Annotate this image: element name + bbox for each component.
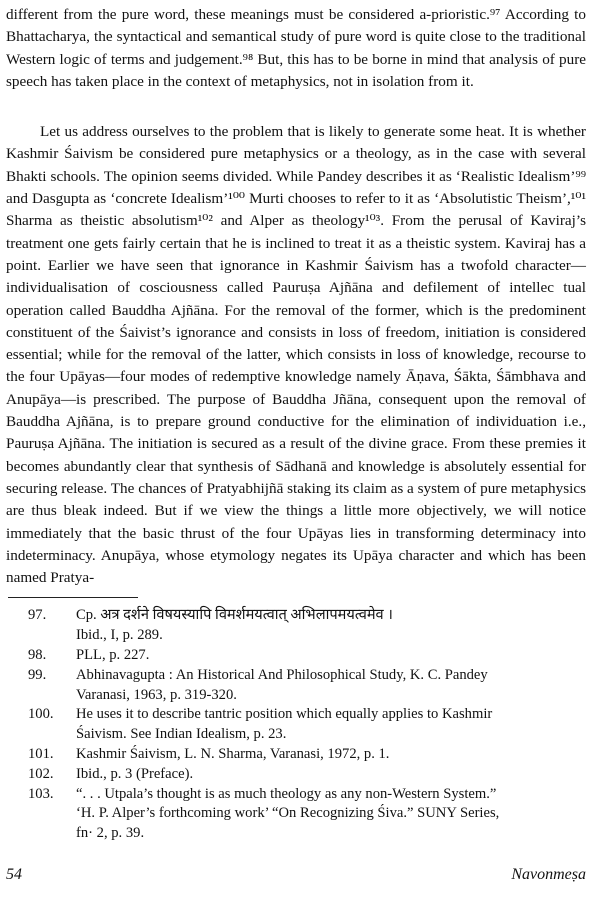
body-paragraph-2: Let us address ourselves to the problem that is likely to generate some heat. It is whether Kashmir Śaivism be considered pure metaphysics or a theology, as in the case with several Bhakti schools. The opinion seems divided. While Pandey describes it as ‘Realistic Idealism’⁹⁹ and Dasgupta as ‘concrete Idealism’¹⁰⁰ Murti chooses to refer to it as ‘Absolutistic Theism’,¹⁰¹ Sharma as theistic absolutism¹⁰² and Alper as theology¹⁰³. From the perusal of Kaviraj’s treatment one gets fairly certain that he is inclined to treat it as a theistic system. Kaviraj has a point. Earlier we have seen that ignorance in Kashmir Śaivism has a twofold character—individualisation of cosciousness called Pauruṣa Ajñāna and defilement of intellec tual operation called Bauddha Ajñāna. For the removal of the former, which is the predominent constituent of the Śaivist’s ignorance and consists in loss of freedom, initiation is considered essential; while for the removal of the latter, which consists in loss of knowledge, recourse to the four Upāyas—four modes of redemptive knowledge namely Āṇava, Śākta, Śāmbhava and Anupāya—is prescribed. The purpose of Bauddha Jñāna, consequent upon the removal of Bauddha Ajñāna, is to prepare ground conductive for the elimination of individuation i.e., Pauruṣa Ajñāna. The initiation is secured as a result of the divine grace. From these premies it becomes abundantly clear that synthesis of Sādhanā and knowledge is absolutely essential for securing release. The chances of Pratyabhijñā staking its claim as a system of pure metaphysics are thus bleak indeed. But if we view the things a little more objectively, we will notice immediately that the basic thrust of the four Upāyas lies in transforming determinacy into indeterminacy. Anupāya, whose etymology negates its Upāya character and which has been named Pratya- [6,123,586,587]
footnote-number: 99. [28,666,47,683]
footnote-line: He uses it to describe tantric position which equally applies to Kashmir [76,706,493,723]
footnote-99 [28,666,586,706]
footnote-line: Ibid., p. 3 (Preface). [76,765,194,782]
footnote-number: 101. [28,746,54,762]
footnote-line: fn· 2, p. 39. [76,825,145,842]
footnote-number: 98. [28,647,47,664]
footnote-divider [8,597,138,598]
page-footer [6,866,586,884]
footnotes [28,606,586,844]
footnote-line: “. . . Utpala’s thought is as much theology as any non-Western System.” [76,785,497,802]
footnote-line: PLL, p. 227. [76,647,150,664]
footnote-97 [28,606,586,646]
footnote-number: 100. [28,706,54,723]
footnote-line: Ibid., I, p. 289. [76,627,163,644]
footnote-number: 102. [28,765,54,782]
footnote-100 [28,705,586,745]
book-title: Navonmeṣa [511,866,586,883]
footnote-line: Abhinavagupta : An Historical And Philosophical Study, K. C. Pandey [76,666,488,683]
footnote-line: Cp. अत्र दर्शने विषयस्यापि विमर्शमयत्वात् अभिलापमयत्वमेव । [76,607,393,624]
footnote-number: 97. [28,607,47,624]
footnote-number: 103. [28,785,54,802]
page-number: 54 [6,866,22,883]
body-paragraph-1: different from the pure word, these meanings must be considered a-prioristic.⁹⁷ According to Bhattacharya, the syntactical and semantical study of pure word is quite close to the traditional Western logic of terms and judgement.⁹⁸ But, this has to be borne in mind that analysis of pure speech has taken place in the context of metaphysics, not in isolation from it. [6,6,586,90]
footnote-line: Śaivism. See Indian Idealism, p. 23. [76,726,287,743]
footnote-line: ‘H. P. Alper’s forthcoming work’ “On Recognizing Śiva.” SUNY Series, [76,805,500,822]
footnote-103 [28,785,586,844]
footnote-102 [28,765,586,785]
footnote-98 [28,646,586,666]
footnote-line: Varanasi, 1963, p. 319-320. [76,686,237,703]
footnote-101 [28,745,586,765]
footnote-line: Kashmir Śaivism, L. N. Sharma, Varanasi, 1972, p. 1. [76,746,390,762]
